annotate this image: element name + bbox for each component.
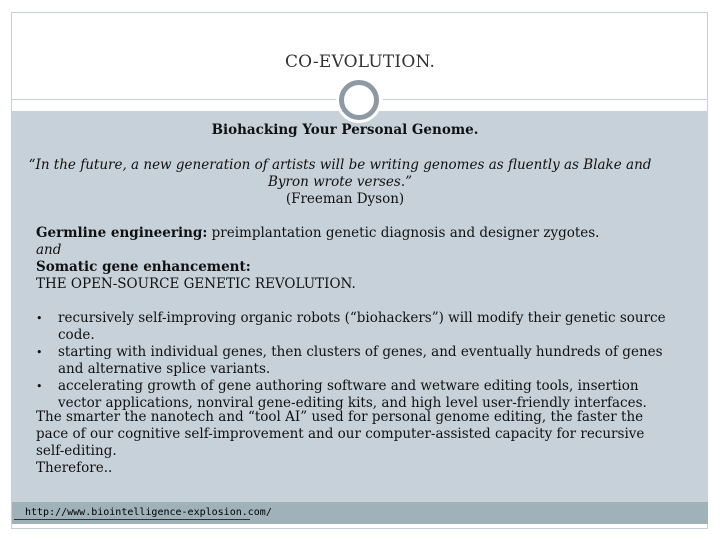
slide-title: CO-EVOLUTION. xyxy=(284,52,436,72)
bullet-icon: • xyxy=(36,380,43,393)
list-item xyxy=(36,344,676,378)
quote-line-2: Byron wrote verses.” xyxy=(267,174,413,190)
summary-paragraph: The smarter the nanotech and “tool AI” used for personal genome editing, the faster the pace of our cognitive self-improvement and our computer-assisted capacity for recursive self-editing. xyxy=(36,409,645,459)
bullet-icon: • xyxy=(36,312,43,325)
bullet-text: accelerating growth of gene authoring software and wetware editing tools, insertion vector applications, nonviral gene-editing kits, and high level user-friendly interfaces. xyxy=(58,378,647,411)
slide-subtitle: Biohacking Your Personal Genome. xyxy=(211,122,479,138)
revolution-text: THE OPEN-SOURCE GENETIC REVOLUTION. xyxy=(36,276,356,292)
title-divider-right xyxy=(383,99,707,100)
footer-link-underline xyxy=(14,519,250,520)
title-divider-left xyxy=(12,99,337,100)
quote-line-1: “In the future, a new generation of artists will be writing genomes as fluently as Blake and xyxy=(28,157,652,173)
quote-text xyxy=(0,157,660,191)
germline-line xyxy=(36,225,599,242)
somatic-label: Somatic gene enhancement: xyxy=(36,259,251,275)
bullet-text: recursively self-improving organic robots (“biohackers”) will modify their genetic source code. xyxy=(58,310,666,343)
quote-author: (Freeman Dyson) xyxy=(285,191,405,207)
list-item xyxy=(36,378,676,412)
bullet-list xyxy=(36,310,676,412)
germline-label: Germline engineering: xyxy=(36,225,208,241)
ring-ornament-icon xyxy=(339,80,379,120)
germline-text: preimplantation genetic diagnosis and designer zygotes. xyxy=(207,225,600,241)
bullet-text: starting with individual genes, then clusters of genes, and eventually hundreds of genes and alternative splice variants. xyxy=(58,344,663,377)
therefore-text: Therefore.. xyxy=(36,460,113,476)
and-text: and xyxy=(36,242,62,258)
bullet-icon: • xyxy=(36,346,43,359)
footer-link[interactable]: http://www.biointelligence-explosion.com/ xyxy=(25,507,272,518)
list-item xyxy=(36,310,676,344)
